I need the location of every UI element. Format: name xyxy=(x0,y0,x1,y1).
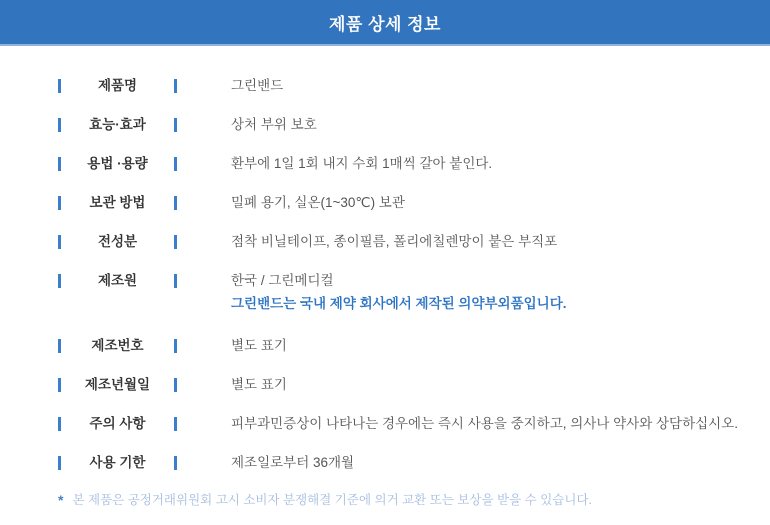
row-value: 피부과민증상이 나타나는 경우에는 즉시 사용을 중지하고, 의사나 약사와 상담하십시오. xyxy=(231,416,738,431)
row-divider-bar xyxy=(174,118,177,132)
row-value-wrap xyxy=(231,414,738,434)
row-value-wrap xyxy=(231,115,317,135)
row-value-wrap xyxy=(231,375,287,395)
row-label: 사용 기한 xyxy=(89,455,146,470)
table-row xyxy=(58,115,770,135)
row-divider-bar xyxy=(174,456,177,470)
footnote xyxy=(58,492,770,508)
row-divider-bar xyxy=(174,157,177,171)
row-value: 점착 비닐테이프, 종이필름, 폴리에칠렌망이 붙은 부직포 xyxy=(231,234,558,249)
row-value-wrap xyxy=(231,193,405,213)
row-value-wrap xyxy=(231,453,354,473)
row-value-wrap xyxy=(231,232,557,252)
table-row xyxy=(58,336,770,356)
row-value: 한국 / 그린메디컬 xyxy=(231,273,334,288)
table-row xyxy=(58,414,770,434)
table-row xyxy=(58,76,770,96)
row-label: 전성분 xyxy=(97,234,138,249)
row-value: 밀폐 용기, 실온(1~30℃) 보관 xyxy=(231,195,405,210)
row-value: 그린밴드 xyxy=(231,78,284,93)
row-divider-bar xyxy=(174,339,177,353)
table-row xyxy=(58,453,770,473)
row-divider-bar xyxy=(174,274,177,288)
row-divider-bar xyxy=(174,79,177,93)
row-label: 제조년월일 xyxy=(84,377,151,392)
row-label: 제조번호 xyxy=(91,338,144,353)
row-value: 별도 표기 xyxy=(231,338,287,353)
row-divider-bar xyxy=(174,417,177,431)
row-value: 별도 표기 xyxy=(231,377,287,392)
table-row xyxy=(58,154,770,174)
row-value-wrap xyxy=(231,76,283,96)
row-label: 용법 ·용량 xyxy=(87,156,148,171)
page-header xyxy=(0,0,770,46)
row-value: 상처 부위 보호 xyxy=(231,117,317,132)
row-divider-bar xyxy=(174,235,177,249)
row-label: 효능·효과 xyxy=(89,117,146,132)
table-row xyxy=(58,193,770,213)
row-value-wrap xyxy=(231,336,287,356)
row-label: 제품명 xyxy=(97,78,138,93)
row-value: 제조일로부터 36개월 xyxy=(231,455,355,470)
row-label: 제조원 xyxy=(97,273,138,288)
table-row xyxy=(58,375,770,395)
table-row xyxy=(58,271,770,315)
row-label: 주의 사항 xyxy=(89,416,146,431)
row-value-wrap xyxy=(231,271,567,315)
asterisk-marker-icon: * xyxy=(58,492,64,508)
row-note: 그린밴드는 국내 제약 회사에서 제작된 의약부외품입니다. xyxy=(231,296,567,311)
row-divider-bar xyxy=(174,196,177,210)
product-detail-table xyxy=(0,46,770,473)
row-value: 환부에 1일 1회 내지 수회 1매씩 갈아 붙인다. xyxy=(231,156,493,171)
page-title: 제품 상세 정보 xyxy=(329,14,441,34)
row-label: 보관 방법 xyxy=(89,195,146,210)
row-divider-bar xyxy=(174,378,177,392)
table-row xyxy=(58,232,770,252)
footnote-text: 본 제품은 공정거래위원회 고시 소비자 분쟁해결 기준에 의거 교환 또는 보상을 받을 수 있습니다. xyxy=(72,493,593,507)
row-value-wrap xyxy=(231,154,492,174)
